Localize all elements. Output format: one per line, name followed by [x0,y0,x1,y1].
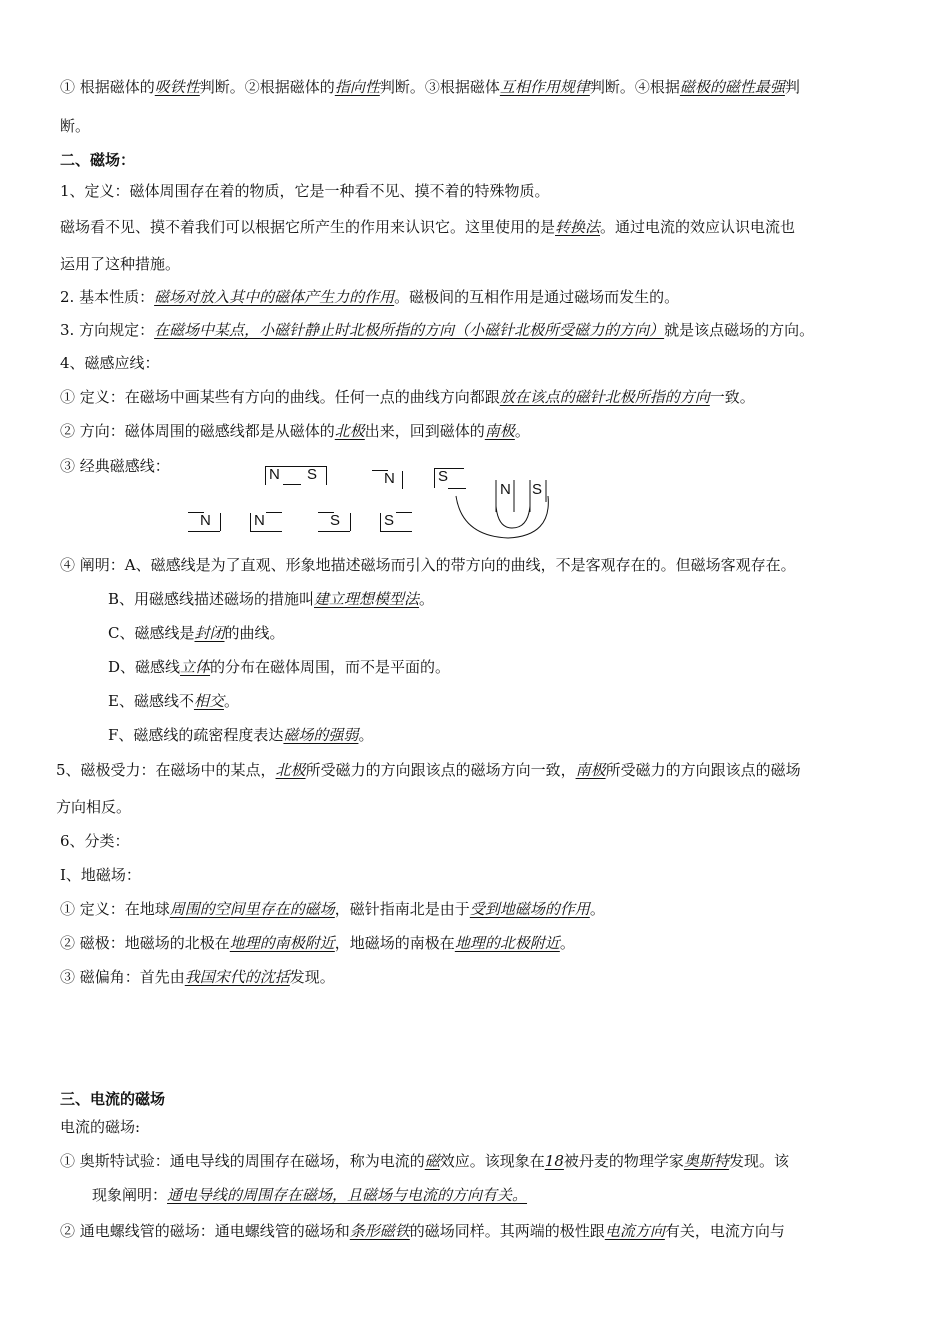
text-line: C、磁感线是封闭的曲线。 [108,624,285,642]
magnet-n-left: N [188,512,222,532]
text-line: 电流的磁场: [60,1118,141,1136]
text-line: 4、磁感应线： [60,354,160,372]
text-line: ① 定义：在地球周围的空间里存在的磁场，磁针指南北是由于受到地磁场的作用。 [60,900,605,918]
section-heading: 三、电流的磁场 [60,1090,166,1108]
magnet-s-right: S [380,512,414,532]
text-line: D、磁感线立体的分布在磁体周围，而不是平面的。 [108,658,451,676]
text-line: 运用了这种措施。 [60,255,181,273]
magnet-s-pole: S [434,468,466,490]
text-line: ② 方向：磁体周围的磁感线都是从磁体的北极出来，回到磁体的南极。 [60,422,530,440]
magnet-n-right: N [250,512,284,532]
text-line: I、地磁场： [60,866,141,884]
text-line: F、磁感线的疏密程度表达磁场的强弱。 [108,726,374,744]
magnet-ns-bar: N S [265,466,327,486]
text-line: ② 磁极：地磁场的北极在地理的南极附近，地磁场的南极在地理的北极附近。 [60,934,575,952]
text-line: 5、磁极受力：在磁场中的某点，北极所受磁力的方向跟该点的磁场方向一致，南极所受磁力的方向跟该点的磁场 [56,761,801,779]
text-line: ② 通电螺线管的磁场：通电螺线管的磁场和条形磁铁的磁场同样。其两端的极性跟电流方向有关，电流方向与 [60,1222,785,1240]
text-line: B、用磁感线描述磁场的措施叫建立理想模型法。 [108,590,435,608]
text-line: E、磁感线不相交。 [108,692,239,710]
text-line: 3. 方向规定：在磁场中某点，小磁针静止时北极所指的方向（小磁针北极所受磁力的方向）就是该点磁场的方向。 [60,321,815,339]
text-line: ① 奥斯特试验：通电导线的周围存在磁场，称为电流的磁效应。该现象在18被丹麦的物理学家奥斯特发现。该 [60,1152,789,1170]
text-line: 现象阐明：通电导线的周围存在磁场，且磁场与电流的方向有关。 [92,1186,528,1204]
text-line: 6、分类： [60,832,130,850]
text-line: 磁场看不见、摸不着我们可以根据它所产生的作用来认识它。这里使用的是转换法。通过电流的效应认识电流也 [60,218,796,236]
section-heading: 二、磁场： [60,151,136,169]
text-line: ④ 阐明：A、磁感线是为了直观、形象地描述磁场而引入的带方向的曲线，不是客观存在的。但磁场客观存在。 [60,556,796,574]
text-line: 断。 [60,117,91,135]
text-line: 1、定义：磁体周围存在着的物质，它是一种看不见、摸不着的特殊物质。 [60,182,550,200]
magnet-n-pole: N [372,470,404,490]
text-line: 方向相反。 [56,798,132,816]
u-magnet: N S [452,474,562,542]
text-line: ① 根据磁体的吸铁性判断。②根据磁体的指向性判断。③根据磁体互相作用规律判断。④根据磁极的磁性最强判 [60,78,800,96]
text-line: ③ 经典磁感线： [60,457,170,475]
text-line: ① 定义：在磁场中画某些有方向的曲线。任何一点的曲线方向都跟放在该点的磁针北极所指的方向一致。 [60,388,755,406]
text-line: 2. 基本性质：磁场对放入其中的磁体产生力的作用。磁极间的互相作用是通过磁场而发生的。 [60,288,680,306]
magnet-s-left: S [318,512,352,532]
text-line: ③ 磁偏角：首先由我国宋代的沈括发现。 [60,968,335,986]
